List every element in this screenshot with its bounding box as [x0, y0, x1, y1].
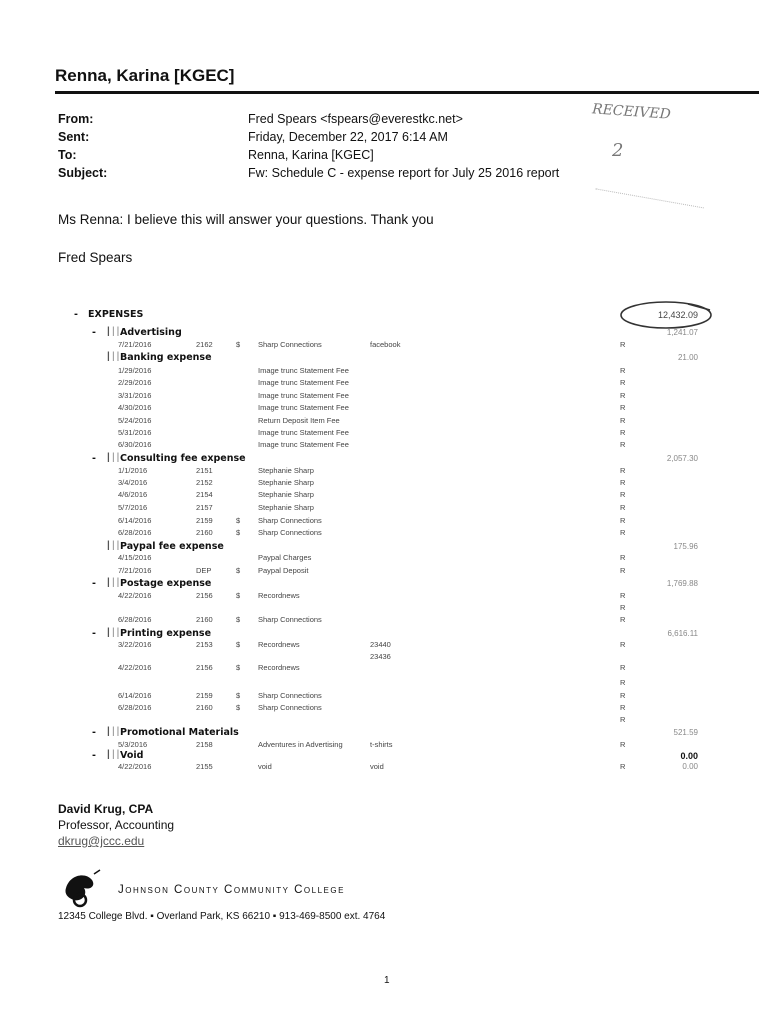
row-name: Stephanie Sharp	[258, 503, 314, 512]
category-total: 521.59	[673, 728, 698, 737]
row-reconciled-mark: R	[620, 640, 626, 649]
category-total: 1,241.07	[666, 328, 698, 337]
category-name: Printing expense	[120, 628, 212, 639]
row-reconciled-mark: R	[620, 516, 626, 525]
row-reconciled-mark: R	[620, 366, 626, 375]
row-name: Image trunc Statement Fee	[258, 391, 349, 400]
row-reconciled-mark: R	[620, 553, 626, 562]
row-reconciled-mark: R	[620, 691, 626, 700]
row-date: 4/15/2016	[118, 553, 152, 562]
category-bars-icon: ┃││	[106, 352, 121, 361]
row-currency: $	[236, 528, 241, 537]
row-reconciled-mark: R	[620, 715, 626, 724]
row-date: 3/4/2016	[118, 478, 148, 487]
row-name: Sharp Connections	[258, 340, 322, 349]
row-num: 2160	[196, 703, 213, 712]
sent-label: Sent:	[58, 130, 90, 144]
row-name: Image trunc Statement Fee	[258, 440, 349, 449]
row-reconciled-mark: R	[620, 603, 626, 612]
category-collapse-icon: -	[92, 453, 96, 464]
category-bars-icon: ┃││	[106, 327, 121, 336]
category-total: 6,616.11	[667, 629, 698, 638]
row-reconciled-mark: R	[620, 440, 626, 449]
sender-name: Renna, Karina [KGEC]	[55, 66, 235, 85]
row-num: 2155	[196, 762, 213, 771]
row-name: Paypal Charges	[258, 553, 312, 562]
stamp-smudge	[595, 173, 706, 209]
row-currency: $	[236, 663, 241, 672]
category-name: Banking expense	[120, 352, 212, 363]
row-currency: $	[236, 591, 241, 600]
row-num: 2162	[196, 340, 213, 349]
category-name: Void	[120, 750, 144, 761]
row-reconciled-mark: R	[620, 403, 626, 412]
row-date: 2/29/2016	[118, 378, 152, 387]
category-collapse-icon: -	[92, 750, 96, 761]
row-reconciled-mark: R	[620, 663, 626, 672]
row-name: Image trunc Statement Fee	[258, 428, 349, 437]
row-date: 1/29/2016	[118, 366, 152, 375]
from-label: From:	[58, 112, 94, 126]
row-date: 6/14/2016	[118, 516, 152, 525]
row-num: 2160	[196, 615, 213, 624]
college-logo-icon	[60, 868, 104, 908]
row-date: 3/31/2016	[118, 391, 152, 400]
row-reconciled-mark: R	[620, 528, 626, 537]
row-reconciled-mark: R	[620, 615, 626, 624]
row-currency: $	[236, 640, 241, 649]
row-reconciled-mark: R	[620, 740, 626, 749]
row-date: 3/22/2016	[118, 640, 152, 649]
category-total: 1,769.88	[666, 579, 698, 588]
subject-value: Fw: Schedule C - expense report for July 25 2016 report	[248, 166, 560, 180]
row-currency: $	[236, 691, 241, 700]
category-bars-icon: ┃││	[106, 750, 121, 759]
category-total: 21.00	[677, 353, 698, 362]
row-date: 5/31/2016	[118, 428, 152, 437]
category-name: Consulting fee expense	[120, 453, 246, 464]
category-name: Advertising	[120, 327, 182, 338]
row-name: Sharp Connections	[258, 528, 322, 537]
row-reconciled-mark: R	[620, 566, 626, 575]
category-name: Paypal fee expense	[120, 541, 224, 552]
category-total: 0.00	[680, 751, 698, 761]
subject-label: Subject:	[58, 166, 108, 180]
row-date: 6/30/2016	[118, 440, 152, 449]
row-name: Image trunc Statement Fee	[258, 378, 349, 387]
row-date: 7/21/2016	[118, 566, 152, 575]
signature-email-link[interactable]: dkrug@jccc.edu	[58, 834, 145, 848]
row-date: 4/22/2016	[118, 762, 152, 771]
row-name: Recordnews	[258, 663, 300, 672]
row-date: 4/22/2016	[118, 663, 152, 672]
row-name: Stephanie Sharp	[258, 478, 314, 487]
category-bars-icon: ┃││	[106, 578, 121, 587]
row-date: 7/21/2016	[118, 340, 152, 349]
category-bars-icon: ┃││	[106, 541, 121, 550]
row-currency: $	[236, 566, 241, 575]
expenses-collapse-icon: -	[74, 309, 78, 320]
row-num: 2158	[196, 740, 213, 749]
row-name: Stephanie Sharp	[258, 490, 314, 499]
category-name: Postage expense	[120, 578, 212, 589]
row-amount: 0.00	[682, 762, 698, 771]
sent-value: Friday, December 22, 2017 6:14 AM	[248, 130, 448, 144]
row-date: 5/7/2016	[118, 503, 148, 512]
row-name: Sharp Connections	[258, 516, 322, 525]
row-currency: $	[236, 703, 241, 712]
category-total: 2,057.30	[666, 454, 698, 463]
row-num: DEP	[196, 566, 212, 575]
college-name: Johnson County Community College	[118, 884, 345, 896]
row-reconciled-mark: R	[620, 340, 626, 349]
row-reconciled-mark: R	[620, 678, 626, 687]
category-collapse-icon: -	[92, 578, 96, 589]
row-name: Stephanie Sharp	[258, 466, 314, 475]
body-line: Ms Renna: I believe this will answer your questions. Thank you	[58, 212, 434, 227]
row-name: Adventures in Advertising	[258, 740, 343, 749]
row-reconciled-mark: R	[620, 378, 626, 387]
row-num: 2153	[196, 640, 213, 649]
from-value: Fred Spears <fspears@everestkc.net>	[248, 112, 463, 126]
row-date: 6/28/2016	[118, 528, 152, 537]
row-reconciled-mark: R	[620, 428, 626, 437]
row-name: Image trunc Statement Fee	[258, 366, 349, 375]
row-name: Sharp Connections	[258, 703, 322, 712]
row-name: Sharp Connections	[258, 691, 322, 700]
row-num: 2156	[196, 591, 213, 600]
row-date: 5/3/2016	[118, 740, 148, 749]
category-name: Promotional Materials	[120, 727, 239, 738]
category-collapse-icon: -	[92, 727, 96, 738]
row-num: 2156	[196, 663, 213, 672]
row-date: 1/1/2016	[118, 466, 148, 475]
row-date: 5/24/2016	[118, 416, 152, 425]
signature-title: Professor, Accounting	[58, 818, 175, 832]
row-reconciled-mark: R	[620, 391, 626, 400]
row-reconciled-mark: R	[620, 703, 626, 712]
row-name: Recordnews	[258, 640, 300, 649]
expenses-title: EXPENSES	[88, 309, 144, 320]
received-stamp: RECEIVED	[591, 101, 672, 123]
row-currency: $	[236, 615, 241, 624]
row-date: 6/14/2016	[118, 691, 152, 700]
row-name: Image trunc Statement Fee	[258, 403, 349, 412]
row-name: Return Deposit Item Fee	[258, 416, 340, 425]
row-reconciled-mark: R	[620, 762, 626, 771]
closing: Fred Spears	[58, 250, 133, 265]
category-bars-icon: ┃││	[106, 453, 121, 462]
row-date: 6/28/2016	[118, 615, 152, 624]
category-collapse-icon: -	[92, 327, 96, 338]
row-reconciled-mark: R	[620, 416, 626, 425]
row-num: 2160	[196, 528, 213, 537]
to-label: To:	[58, 148, 77, 162]
received-stamp-day: 2	[612, 140, 624, 161]
row-date: 4/22/2016	[118, 591, 152, 600]
page-number: 1	[384, 975, 390, 986]
row-num: 2152	[196, 478, 213, 487]
total-circle	[618, 298, 714, 332]
row-reconciled-mark: R	[620, 478, 626, 487]
row-num: 2151	[196, 466, 213, 475]
to-value: Renna, Karina [KGEC]	[248, 148, 374, 162]
college-address: 12345 College Blvd. ▪ Overland Park, KS 66210 ▪ 913-469-8500 ext. 4764	[58, 911, 386, 922]
category-collapse-icon: -	[92, 628, 96, 639]
expenses-grand-total: 12,432.09	[657, 310, 698, 320]
row-memo: 23440	[370, 640, 391, 649]
row-currency: $	[236, 340, 241, 349]
row-name: Paypal Deposit	[258, 566, 309, 575]
row-date: 4/6/2016	[118, 490, 148, 499]
row-num: 2159	[196, 691, 213, 700]
row-memo: t-shirts	[370, 740, 393, 749]
row-date: 6/28/2016	[118, 703, 152, 712]
row-memo: void	[370, 762, 384, 771]
row-num: 2157	[196, 503, 213, 512]
row-num: 2154	[196, 490, 213, 499]
row-currency: $	[236, 516, 241, 525]
row-name: Recordnews	[258, 591, 300, 600]
category-bars-icon: ┃││	[106, 727, 121, 736]
row-name: Sharp Connections	[258, 615, 322, 624]
row-reconciled-mark: R	[620, 466, 626, 475]
row-num: 2159	[196, 516, 213, 525]
row-reconciled-mark: R	[620, 503, 626, 512]
row-reconciled-mark: R	[620, 490, 626, 499]
row-date: 4/30/2016	[118, 403, 152, 412]
signature-name: David Krug, CPA	[58, 802, 154, 816]
row-memo: facebook	[370, 340, 401, 349]
category-bars-icon: ┃││	[106, 628, 121, 637]
row-name: void	[258, 762, 272, 771]
row-reconciled-mark: R	[620, 591, 626, 600]
header-rule	[55, 91, 759, 94]
category-total: 175.96	[673, 542, 698, 551]
row-memo: 23436	[370, 652, 391, 661]
